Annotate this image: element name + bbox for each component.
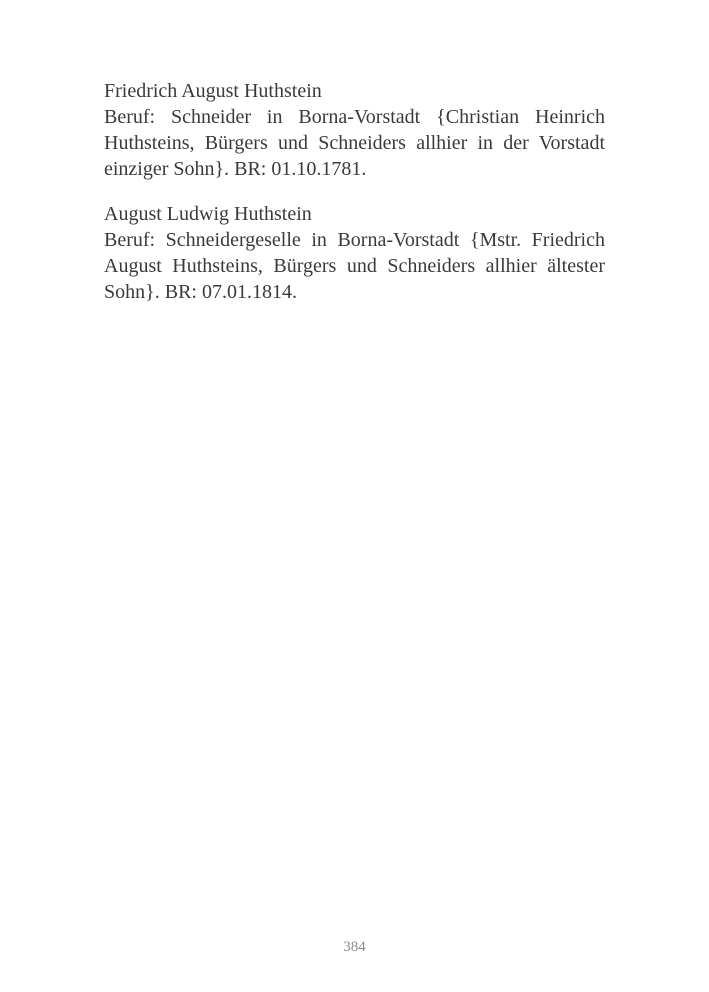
text-block <box>104 78 605 305</box>
genealogy-entry <box>104 201 605 305</box>
entry-details: Beruf: Schneidergeselle in Borna-Vorstadt {Mstr. Friedrich August Huthsteins, Bürgers und Schneiders allhier ältester Sohn}. BR: 07.01.1814. <box>104 229 605 303</box>
page-number: 384 <box>343 939 366 955</box>
entry-details: Beruf: Schneider in Borna-Vorstadt {Christian Heinrich Huthsteins, Bürgers und Schneiders allhier in der Vorstadt einziger Sohn}. BR: 01.10.1781. <box>104 106 605 180</box>
entry-person-name: August Ludwig Huthstein <box>104 203 312 225</box>
genealogy-entry <box>104 78 605 182</box>
entry-person-name: Friedrich August Huthstein <box>104 80 322 102</box>
